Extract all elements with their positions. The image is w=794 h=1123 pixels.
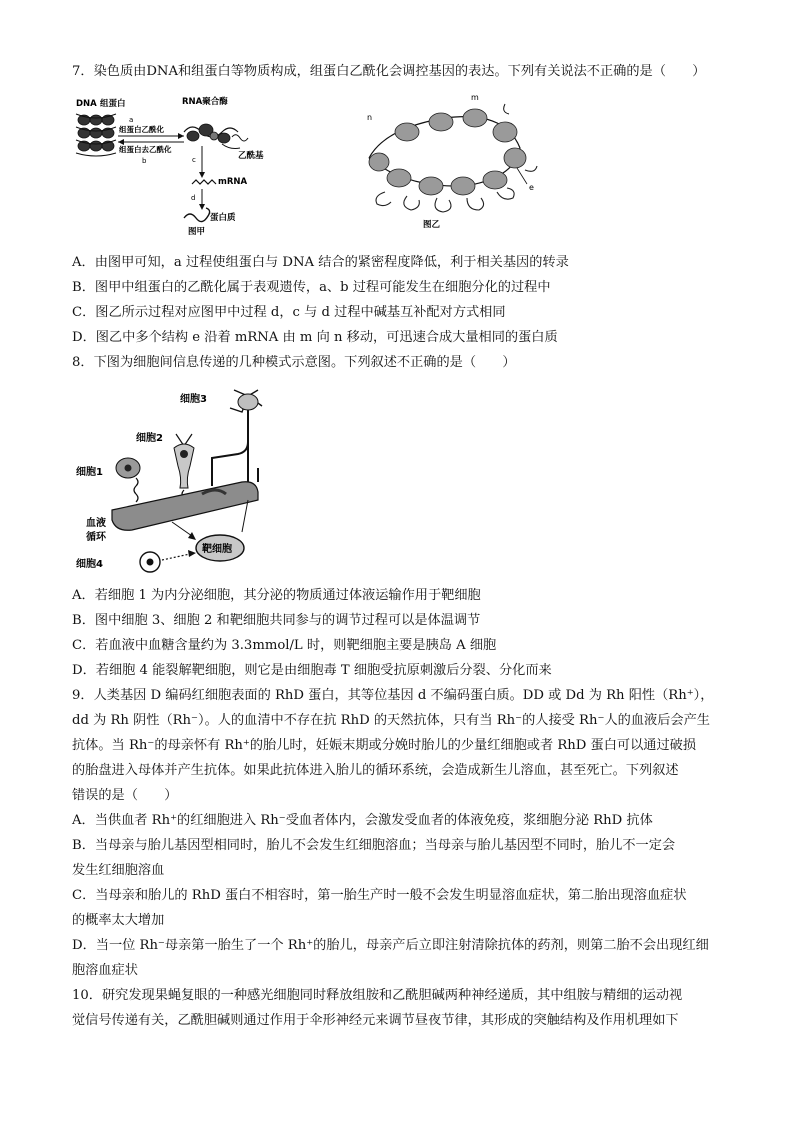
open-chromatin [184,124,238,143]
q8-option-a: A．若细胞 1 为内分泌细胞，其分泌的物质通过体液运输作用于靶细胞 [72,588,481,603]
q9-option-c-cont: 的概率太大增加 [72,913,165,928]
q7-option-a: A．由图甲可知，a 过程使组蛋白与 DNA 结合的紧密程度降低，利于相关基因的转录 [72,255,569,270]
q8-option-d: D．若细胞 4 能裂解靶细胞，则它是由细胞毒 T 细胞受抗原刺激后分裂、分化而来 [72,663,552,678]
q8-stem: 8．下图为细胞间信息传递的几种模式示意图。下列叙述不正确的是（ ） [72,355,516,370]
q8-cell2-label: 细胞2 [136,433,163,444]
q9-stem-line-1: 9．人类基因 D 编码红细胞表面的 RhD 蛋白，其等位基因 d 不编码蛋白质。DD 或 Dd 为 Rh 阳性（Rh⁺）， [72,688,714,703]
fig-b-label-m: m [471,93,479,102]
q9-option-d: D．当一位 Rh⁻母亲第一胎生了一个 Rh⁺的胎儿，母亲产后立即注射清除抗体的药剂，则第二胎不会出现红细 [72,938,709,953]
q8-cell4-label: 细胞4 [76,559,103,570]
fig-b-caption: 图乙 [423,220,441,230]
q7-figure-a [72,92,282,240]
q8-cell3-label: 细胞3 [180,394,207,405]
q8-cell1-label: 细胞1 [76,467,103,478]
fig-a-histone-label: 组蛋白 [100,99,126,109]
q7-option-b: B．图甲中组蛋白的乙酰化属于表观遗传，a、b 过程可能发生在细胞分化的过程中 [72,280,551,295]
q9-option-d-cont: 胞溶血症状 [72,963,138,978]
q9-option-b: B．当母亲与胎儿基因型相同时，胎儿不会发生红细胞溶血；当母亲与胎儿基因型不同时，胎儿不一定会 [72,838,676,853]
q7-option-c: C．图乙所示过程对应图甲中过程 d，c 与 d 过程中碱基互补配对方式相同 [72,305,506,320]
fig-a-label-c: c [192,156,196,164]
q9-option-b-cont: 发生红细胞溶血 [72,863,165,878]
q9-stem-line-2: dd 为 Rh 阴性（Rh⁻）。人的血清中不存在抗 RhD 的天然抗体，只有当 Rh⁻的人接受 Rh⁻人的血液后会产生 [72,713,710,728]
fig-a-mrna: mRNA [218,177,248,187]
q7-figure-b [345,88,545,233]
q9-option-a: A．当供血者 Rh⁺的红细胞进入 Rh⁻受血者体内，会激发受血者的体液免疫，浆细胞分泌 RhD 抗体 [72,813,653,828]
q9-stem-line-5: 错误的是（ ） [72,788,178,803]
fig-a-acetylation: 组蛋白乙酰化 [119,125,164,134]
cell2 [174,434,194,488]
q10-line-2: 觉信号传递有关，乙酰胆碱则通过作用于伞形神经元来调节昼夜节律，其形成的突触结构及作用机理如下 [72,1013,679,1028]
ribosomes [369,109,526,195]
cell3-neuron [212,390,262,486]
fig-a-deacetylation: 组蛋白去乙酰化 [119,145,172,154]
fig-a-label-b: b [142,157,147,165]
q9-stem-line-4: 的胎盘进入母体并产生抗体。如果此抗体进入胎儿的循环系统，会造成新生儿溶血，甚至死亡。下列叙述 [72,763,679,778]
q7-stem: 7．染色质由DNA和组蛋白等物质构成，组蛋白乙酰化会调控基因的表达。下列有关说法不正确的是（ ） [72,64,706,79]
q8-option-b: B．图中细胞 3、细胞 2 和靶细胞共同参与的调节过程可以是体温调节 [72,613,481,628]
q10-line-1: 10．研究发现果蝇复眼的一种感光细胞同时释放组胺和乙酰胆碱两种神经递质，其中组胺与精细的运动视 [72,988,683,1003]
fig-a-dna-label: DNA [76,99,97,109]
q8-blood-label-2: 循环 [86,532,106,543]
q9-stem-line-3: 抗体。当 Rh⁻的母亲怀有 Rh⁺的胎儿时，妊娠末期或分娩时胎儿的少量红细胞或者 RhD 蛋白可以通过破损 [72,738,697,753]
fig-b-label-n: n [367,113,373,122]
fig-a-acetyl-label: 乙酰基 [238,151,264,161]
q8-option-c: C．若血液中血糖含量约为 3.3mmol/L 时，则靶细胞主要是胰岛 A 细胞 [72,638,497,653]
fig-a-rna-polymerase: RNA聚合酶 [182,97,228,107]
fig-a-label-d: d [191,194,196,202]
condensed-chromatin [76,114,116,156]
q8-blood-label-1: 血液 [86,518,106,529]
fig-a-label-a: a [129,116,134,124]
q8-figure [72,382,282,574]
q8-target-label: 靶细胞 [202,544,232,555]
fig-a-protein: 蛋白质 [210,213,236,223]
fig-b-label-e: e [529,183,534,192]
fig-a-caption: 图甲 [188,227,206,237]
q7-option-d: D．图乙中多个结构 e 沿着 mRNA 由 m 向 n 移动，可迅速合成大量相同的蛋白质 [72,330,558,345]
q9-option-c: C．当母亲和胎儿的 RhD 蛋白不相容时，第一胎生产时一般不会发生明显溶血症状，第二胎出现溶血症状 [72,888,687,903]
